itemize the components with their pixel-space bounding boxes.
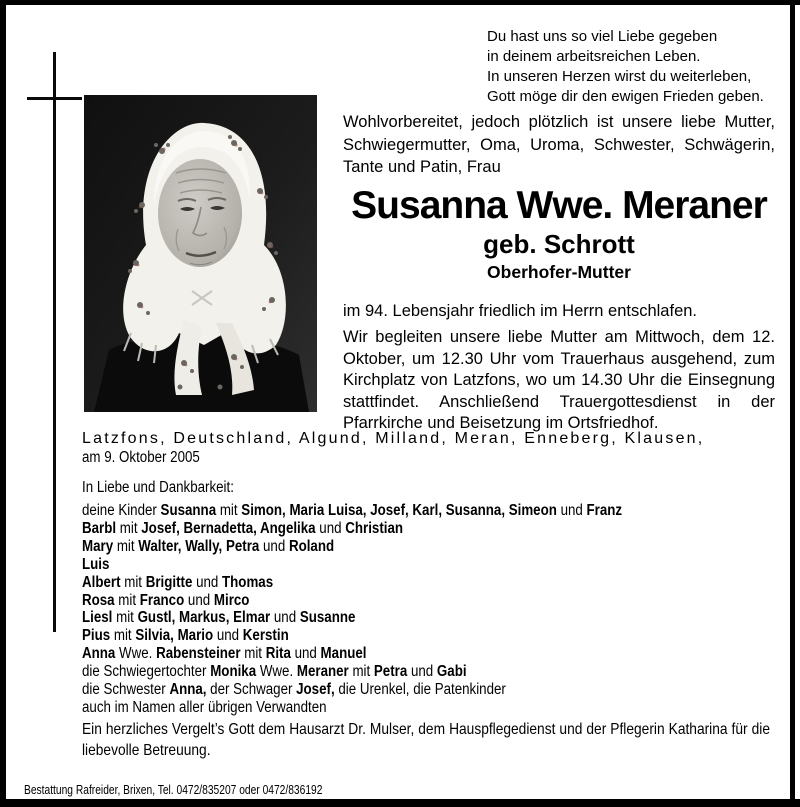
family-line: Anna Wwe. Rabensteiner mit Rita und Manuel [82, 645, 367, 663]
border-frame-right [790, 0, 795, 801]
portrait-photo-illustration [84, 95, 317, 412]
verse-line: In unseren Herzen wirst du weiterleben, [487, 68, 752, 85]
intro-text: Wohlvorbereitet, jedoch plötzlich ist unsere liebe Mutter, Schwiegermutter, Oma, Uroma, Schwester, Schwägerin, Tante und Patin, Frau [343, 113, 775, 177]
border-frame-top [0, 0, 800, 5]
funeral-details: Wir begleiten unsere liebe Mutter am Mittwoch, dem 12. Oktober, um 12.30 Uhr vom Trauerhaus ausgehend, zum Kirchplatz von Latzfons, wo um 14.30 Uhr die Einsegnung stattfindet. Anschließend Trauergottesdienst in der Pfarrkirche und Beisetzung im Ortsfriedhof. [343, 328, 775, 432]
portrait-photo [84, 95, 317, 412]
cross-horizontal-bar [27, 97, 82, 100]
places-line: Latzfons, Deutschland, Algund, Milland, Meran, Enneberg, Klausen, [82, 430, 705, 447]
family-list [82, 502, 779, 717]
verse-line: Gott möge dir den ewigen Frieden geben. [487, 88, 764, 105]
family-line: deine Kinder Susanna mit Simon, Maria Luisa, Josef, Karl, Susanna, Simeon und Franz [82, 502, 623, 519]
funeral-home-footer: Bestattung Rafreider, Brixen, Tel. 0472/835207 oder 0472/836192 [24, 783, 323, 797]
family-line: Pius mit Silvia, Mario und Kerstin [82, 627, 289, 645]
family-line: Liesl mit Gustl, Markus, Elmar und Susanne [82, 609, 356, 627]
family-line: auch im Namen aller übrigen Verwandten [82, 698, 327, 716]
family-line: Luis [82, 555, 110, 573]
maiden-name: geb. Schrott [483, 229, 635, 259]
thanks-text: Ein herzliches Vergelt’s Gott dem Hausarzt Dr. Mulser, dem Hauspflegedienst und der Pflegerin Katharina für die liebevolle Betreuung. [82, 721, 770, 759]
family-line: die Schwester Anna, der Schwager Josef, die Urenkel, die Patenkinder [82, 681, 506, 699]
house-name: Oberhofer-Mutter [487, 262, 631, 282]
death-statement: im 94. Lebensjahr friedlich im Herrn entschlafen. [343, 302, 698, 320]
verse-line: Du hast uns so viel Liebe gegeben [487, 28, 718, 45]
verse-line: in deinem arbeitsreichen Leben. [487, 48, 701, 65]
family-line: Albert mit Brigitte und Thomas [82, 573, 274, 591]
border-frame-bottom [0, 799, 800, 807]
family-line: Barbl mit Josef, Bernadetta, Angelika und Christian [82, 519, 404, 537]
deceased-name: Susanna Wwe. Meraner [351, 184, 767, 227]
family-line: Mary mit Walter, Wally, Petra und Roland [82, 537, 335, 555]
gratitude-heading: In Liebe und Dankbarkeit: [82, 479, 234, 496]
family-line: die Schwiegertochter Monika Wwe. Meraner mit Petra und Gabi [82, 663, 467, 681]
date-line: am 9. Oktober 2005 [82, 449, 200, 466]
border-frame-left [0, 0, 6, 807]
family-line: Rosa mit Franco und Mirco [82, 591, 250, 609]
cross-vertical-bar [53, 52, 56, 632]
memorial-verse [487, 27, 787, 107]
